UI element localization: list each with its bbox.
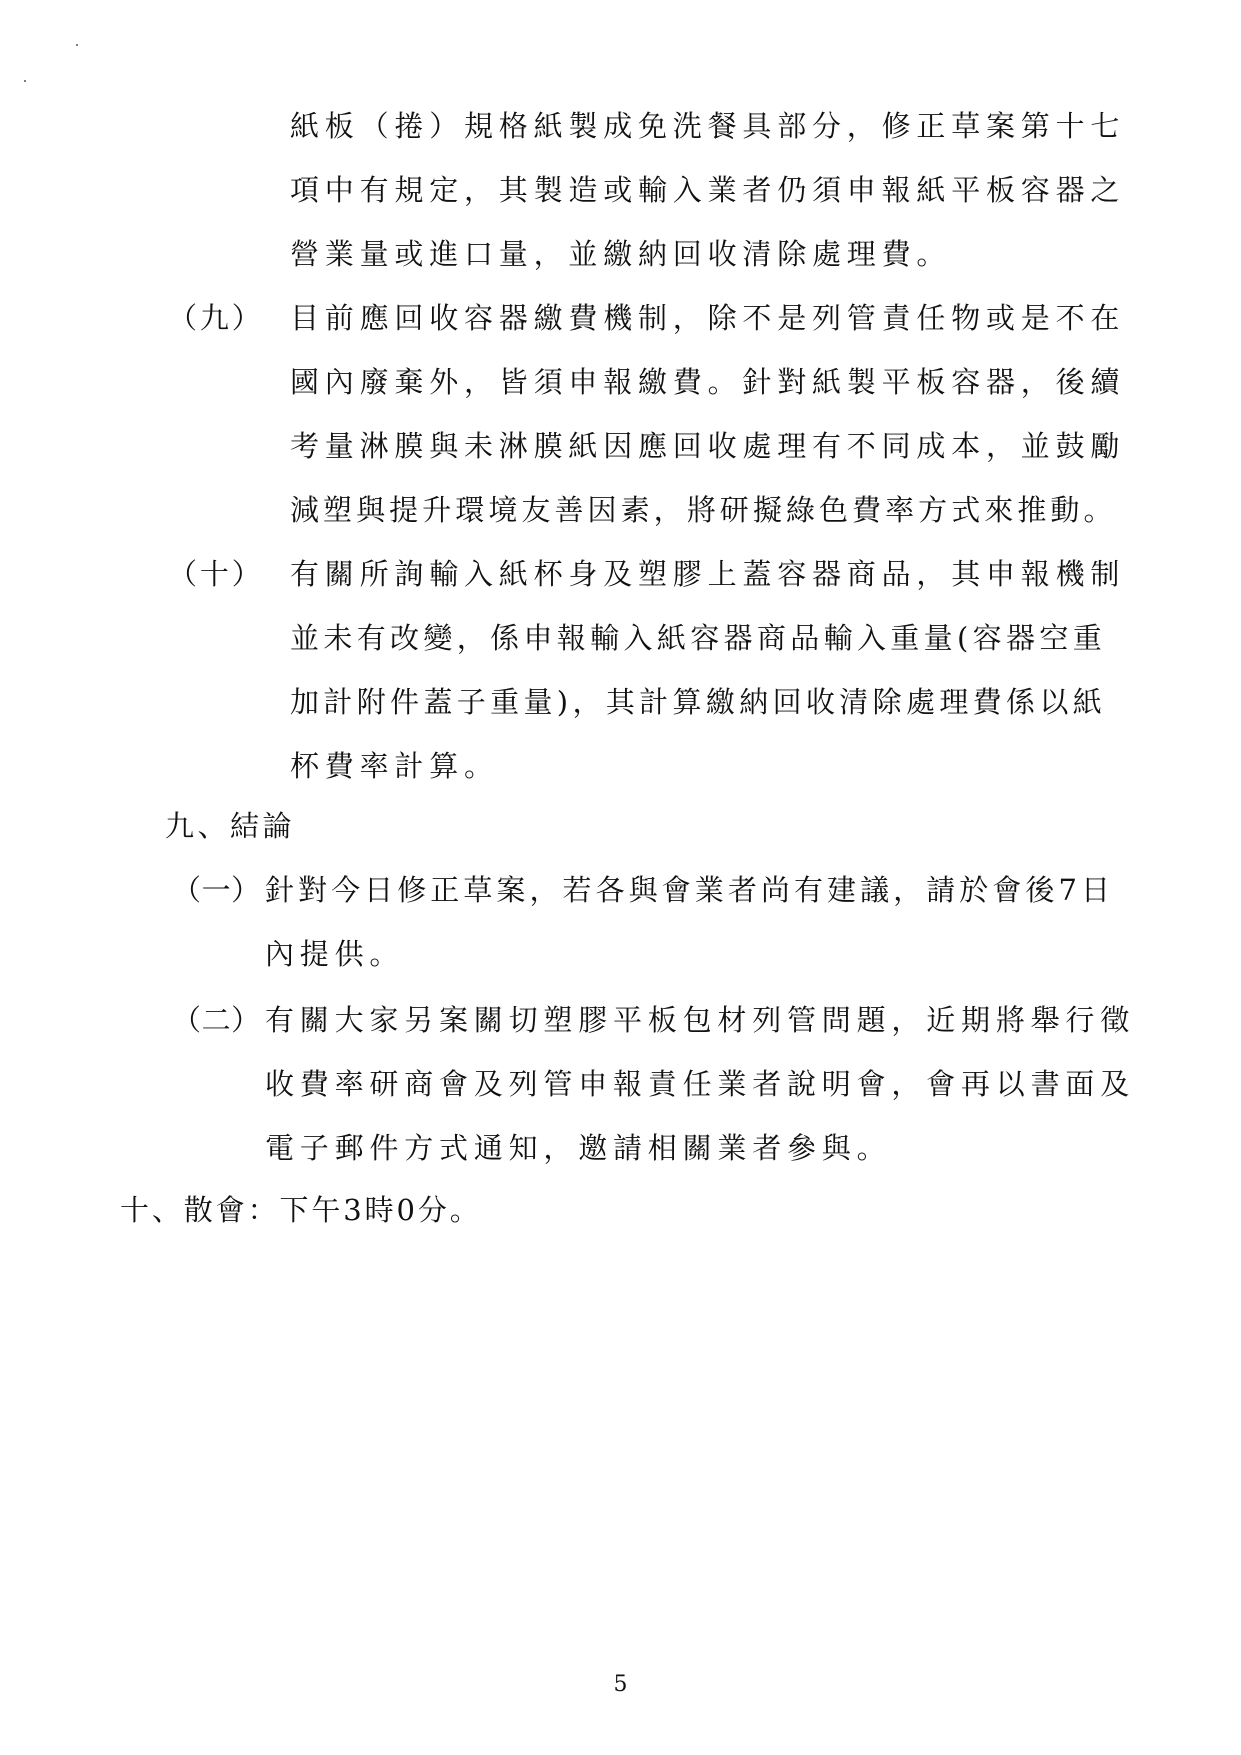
paragraph-line: 紙板（捲）規格紙製成免洗餐具部分，修正草案第十七 xyxy=(290,109,1126,143)
paragraph-line: 收費率研商會及列管申報責任業者說明會，會再以書面及 xyxy=(265,1067,1136,1101)
paragraph-line: 目前應回收容器繳費機制，除不是列管責任物或是不在 xyxy=(290,301,1126,335)
scan-speck xyxy=(76,44,78,46)
paragraph-line: 項中有規定，其製造或輸入業者仍須申報紙平板容器之 xyxy=(290,173,1126,207)
scan-speck xyxy=(24,80,26,82)
item-marker-10: （十） xyxy=(168,557,264,591)
paragraph-line: 有關所詢輸入紙杯身及塑膠上蓋容器商品，其申報機制 xyxy=(290,557,1126,591)
item-marker-2: （二） xyxy=(172,1003,261,1037)
paragraph-line: 內提供。 xyxy=(265,937,405,971)
paragraph-line: 國內廢棄外，皆須申報繳費。針對紙製平板容器，後續 xyxy=(290,365,1126,399)
item-marker-1: （一） xyxy=(172,873,261,907)
page-number: 5 xyxy=(613,1672,628,1697)
paragraph-line: 營業量或進口量，並繳納回收清除處理費。 xyxy=(290,237,952,271)
paragraph-line: 杯費率計算。 xyxy=(290,749,499,783)
section-heading: 十、散會：下午3時0分。 xyxy=(120,1193,482,1227)
paragraph-line: 並未有改變，係申報輸入紙容器商品輸入重量(容器空重 xyxy=(290,621,1107,655)
paragraph-line: 有關大家另案關切塑膠平板包材列管問題，近期將舉行徵 xyxy=(265,1003,1136,1037)
section-heading: 九、結論 xyxy=(165,809,295,843)
paragraph-line: 考量淋膜與未淋膜紙因應回收處理有不同成本，並鼓勵 xyxy=(290,429,1126,463)
paragraph-line: 針對今日修正草案，若各與會業者尚有建議，請於會後7日 xyxy=(265,873,1115,907)
paragraph-line: 電子郵件方式通知，邀請相關業者參與。 xyxy=(265,1131,892,1165)
item-marker-9: （九） xyxy=(168,301,264,335)
paragraph-line: 加計附件蓋子重量)，其計算繳納回收清除處理費係以紙 xyxy=(290,685,1107,719)
paragraph-line: 減塑與提升環境友善因素，將研擬綠色費率方式來推動。 xyxy=(290,493,1117,527)
